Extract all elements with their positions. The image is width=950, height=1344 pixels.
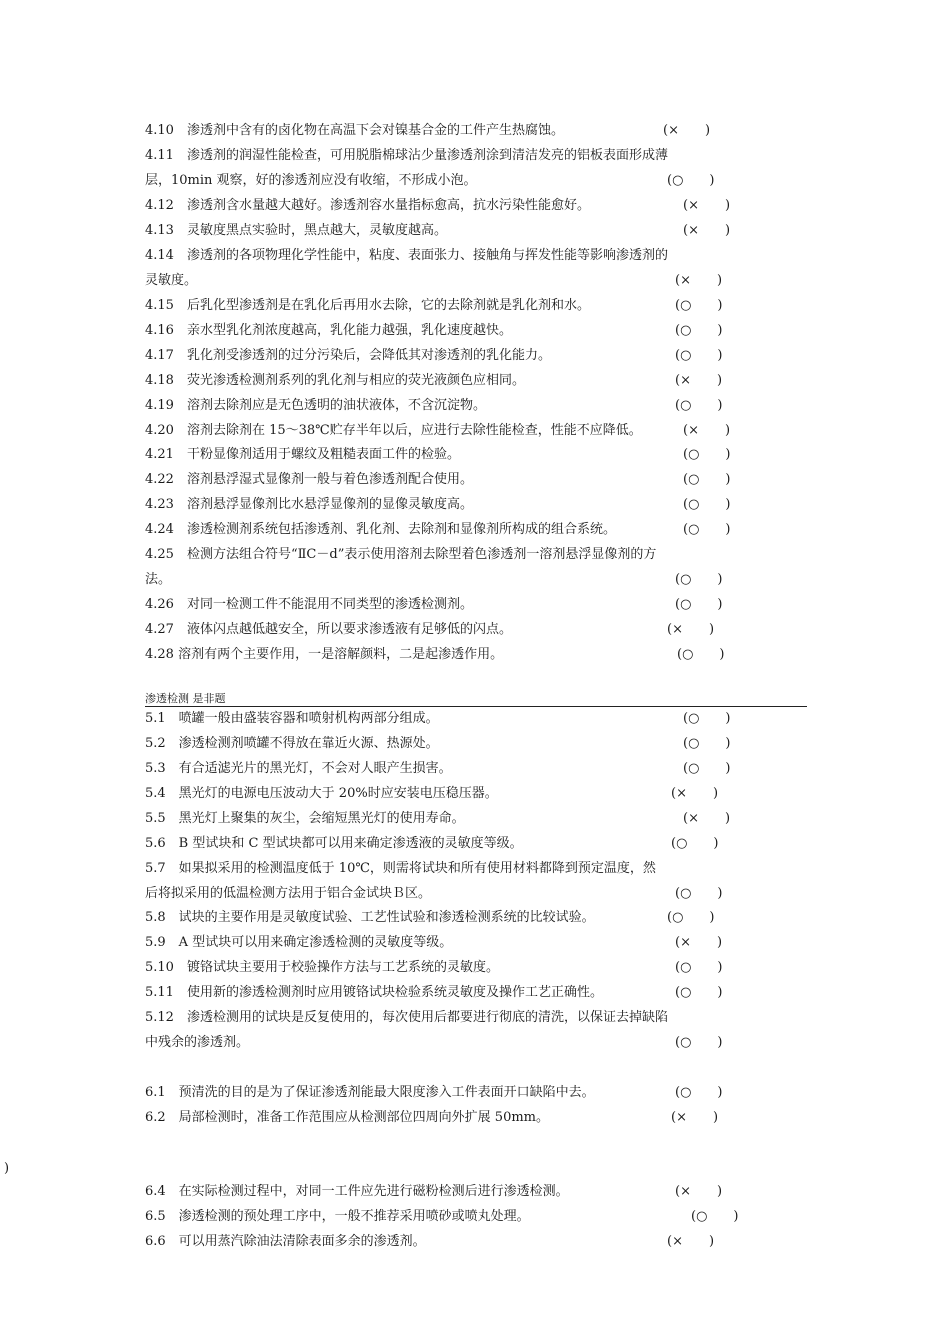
answer-6-2: (× ) — [671, 1110, 719, 1125]
question-4-22: 4.22 溶剂悬浮湿式显像剂一般与着色渗透剂配合使用。 — [145, 472, 473, 487]
question-6-5: 6.5 渗透检测的预处理工序中，一般不推荐采用喷砂或喷丸处理。 — [145, 1209, 530, 1224]
question-5-8: 5.8 试块的主要作用是灵敏度试验、工艺性试验和渗透检测系统的比较试验。 — [145, 910, 595, 925]
answer-4-18: (× ) — [675, 373, 723, 388]
question-4-24: 4.24 渗透检测剂系统包括渗透剂、乳化剂、去除剂和显像剂所构成的组合系统。 — [145, 522, 616, 537]
question-4-25-cont: 法。 — [145, 572, 172, 587]
question-5-6: 5.6 B 型试块和 C 型试块都可以用来确定渗透液的灵敏度等级。 — [145, 836, 523, 851]
question-6-4: 6.4 在实际检测过程中，对同一工件应先进行磁粉检测后进行渗透检测。 — [145, 1184, 569, 1199]
question-4-23: 4.23 溶剂悬浮显像剂比水悬浮显像剂的显像灵敏度高。 — [145, 497, 473, 512]
question-4-12: 4.12 渗透剂含水量越大越好。渗透剂容水量指标愈高，抗水污染性能愈好。 — [145, 198, 590, 213]
answer-4-22: (○ ) — [683, 472, 731, 487]
answer-5-7: (○ ) — [675, 886, 723, 901]
question-6-2: 6.2 局部检测时，准备工作范围应从检测部位四周向外扩展 50mm。 — [145, 1110, 550, 1125]
question-4-20: 4.20 溶剂去除剂在 15～38℃贮存半年以后，应进行去除性能检查，性能不应降低。 — [145, 423, 642, 438]
question-6-1: 6.1 预清洗的目的是为了保证渗透剂能最大限度渗入工件表面开口缺陷中去。 — [145, 1085, 595, 1100]
question-4-17: 4.17 乳化剂受渗透剂的过分污染后，会降低其对渗透剂的乳化能力。 — [145, 348, 551, 363]
answer-4-11: (○ ) — [667, 173, 715, 188]
answer-5-9: (× ) — [675, 935, 723, 950]
question-5-7: 5.7 如果拟采用的检测温度低于 10℃，则需将试块和所有使用材料都降到预定温度，然 — [145, 861, 656, 876]
answer-4-10: (× ) — [663, 123, 711, 138]
answer-6-6: (× ) — [667, 1234, 715, 1249]
question-4-19: 4.19 溶剂去除剂应是无色透明的油状液体，不含沉淀物。 — [145, 398, 486, 413]
question-5-5: 5.5 黑光灯上聚集的灰尘，会缩短黑光灯的使用寿命。 — [145, 811, 465, 826]
question-5-12: 5.12 渗透检测用的试块是反复使用的，每次使用后都要进行彻底的清洗，以保证去掉缺陷 — [145, 1010, 668, 1025]
answer-4-20: (× ) — [683, 423, 731, 438]
question-5-11: 5.11 使用新的渗透检测剂时应用镀铬试块检验系统灵敏度及操作工艺正确性。 — [145, 985, 603, 1000]
answer-4-21: (○ ) — [683, 447, 731, 462]
answer-4-14: (× ) — [675, 273, 723, 288]
answer-4-26: (○ ) — [675, 597, 723, 612]
question-4-27: 4.27 液体闪点越低越安全，所以要求渗透液有足够低的闪点。 — [145, 622, 512, 637]
question-4-14-cont: 灵敏度。 — [145, 273, 198, 288]
question-5-1: 5.1 喷罐一般由盛装容器和喷射机构两部分组成。 — [145, 711, 439, 726]
question-5-12-cont: 中残余的渗透剂。 — [145, 1035, 250, 1050]
answer-4-17: (○ ) — [675, 348, 723, 363]
answer-5-11: (○ ) — [675, 985, 723, 1000]
answer-5-12: (○ ) — [675, 1035, 723, 1050]
answer-6-5: (○ ) — [691, 1209, 739, 1224]
question-4-11-cont: 层，10min 观察，好的渗透剂应没有收缩，不形成小泡。 — [145, 173, 477, 188]
question-4-11: 4.11 渗透剂的润湿性能检查，可用脱脂棉球沾少量渗透剂涂到清洁发亮的铝板表面形成薄 — [145, 148, 668, 163]
question-4-15: 4.15 后乳化型渗透剂是在乳化后再用水去除，它的去除剂就是乳化剂和水。 — [145, 298, 590, 313]
stray-parenthesis: ) — [4, 1161, 10, 1176]
question-5-10: 5.10 镀铬试块主要用于校验操作方法与工艺系统的灵敏度。 — [145, 960, 499, 975]
answer-4-16: (○ ) — [675, 323, 723, 338]
answer-4-19: (○ ) — [675, 398, 723, 413]
question-6-6: 6.6 可以用蒸汽除油法清除表面多余的渗透剂。 — [145, 1234, 426, 1249]
answer-4-13: (× ) — [683, 223, 731, 238]
question-4-16: 4.16 亲水型乳化剂浓度越高，乳化能力越强，乳化速度越快。 — [145, 323, 512, 338]
answer-5-5: (× ) — [683, 811, 731, 826]
answer-5-3: (○ ) — [683, 761, 731, 776]
question-4-10: 4.10 渗透剂中含有的卤化物在高温下会对镍基合金的工件产生热腐蚀。 — [145, 123, 564, 138]
answer-5-8: (○ ) — [667, 910, 715, 925]
answer-5-1: (○ ) — [683, 711, 731, 726]
answer-4-25: (○ ) — [675, 572, 723, 587]
question-4-25: 4.25 检测方法组合符号“ⅡC－d”表示使用溶剂去除型着色渗透剂一溶剂悬浮显像剂的方 — [145, 547, 657, 562]
answer-5-4: (× ) — [671, 786, 719, 801]
question-5-3: 5.3 有合适滤光片的黑光灯，不会对人眼产生损害。 — [145, 761, 452, 776]
question-5-7-cont: 后将拟采用的低温检测方法用于铝合金试块Ｂ区。 — [145, 886, 432, 901]
question-4-21: 4.21 干粉显像剂适用于螺纹及粗糙表面工件的检验。 — [145, 447, 460, 462]
answer-4-12: (× ) — [683, 198, 731, 213]
answer-5-6: (○ ) — [671, 836, 719, 851]
question-5-2: 5.2 渗透检测剂喷罐不得放在靠近火源、热源处。 — [145, 736, 439, 751]
answer-6-1: (○ ) — [675, 1085, 723, 1100]
answer-5-2: (○ ) — [683, 736, 731, 751]
question-5-4: 5.4 黑光灯的电源电压波动大于 20%时应安装电压稳压器。 — [145, 786, 498, 801]
heading-rule — [145, 706, 807, 707]
answer-4-27: (× ) — [667, 622, 715, 637]
answer-6-4: (× ) — [675, 1184, 723, 1199]
answer-4-24: (○ ) — [683, 522, 731, 537]
answer-4-15: (○ ) — [675, 298, 723, 313]
answer-5-10: (○ ) — [675, 960, 723, 975]
question-4-14: 4.14 渗透剂的各项物理化学性能中，粘度、表面张力、接触角与挥发性能等影响渗透剂的 — [145, 248, 668, 263]
question-5-9: 5.9 A 型试块可以用来确定渗透检测的灵敏度等级。 — [145, 935, 453, 950]
question-4-28: 4.28 溶剂有两个主要作用，一是溶解颜料，二是起渗透作用。 — [145, 647, 504, 662]
answer-4-23: (○ ) — [683, 497, 731, 512]
question-4-26: 4.26 对同一检测工件不能混用不同类型的渗透检测剂。 — [145, 597, 473, 612]
question-4-13: 4.13 灵敏度黑点实验时，黑点越大，灵敏度越高。 — [145, 223, 447, 238]
question-4-18: 4.18 荧光渗透检测剂系列的乳化剂与相应的荧光液颜色应相同。 — [145, 373, 525, 388]
section-heading: 渗透检测 是非题 — [145, 692, 226, 705]
answer-4-28: (○ ) — [677, 647, 725, 662]
